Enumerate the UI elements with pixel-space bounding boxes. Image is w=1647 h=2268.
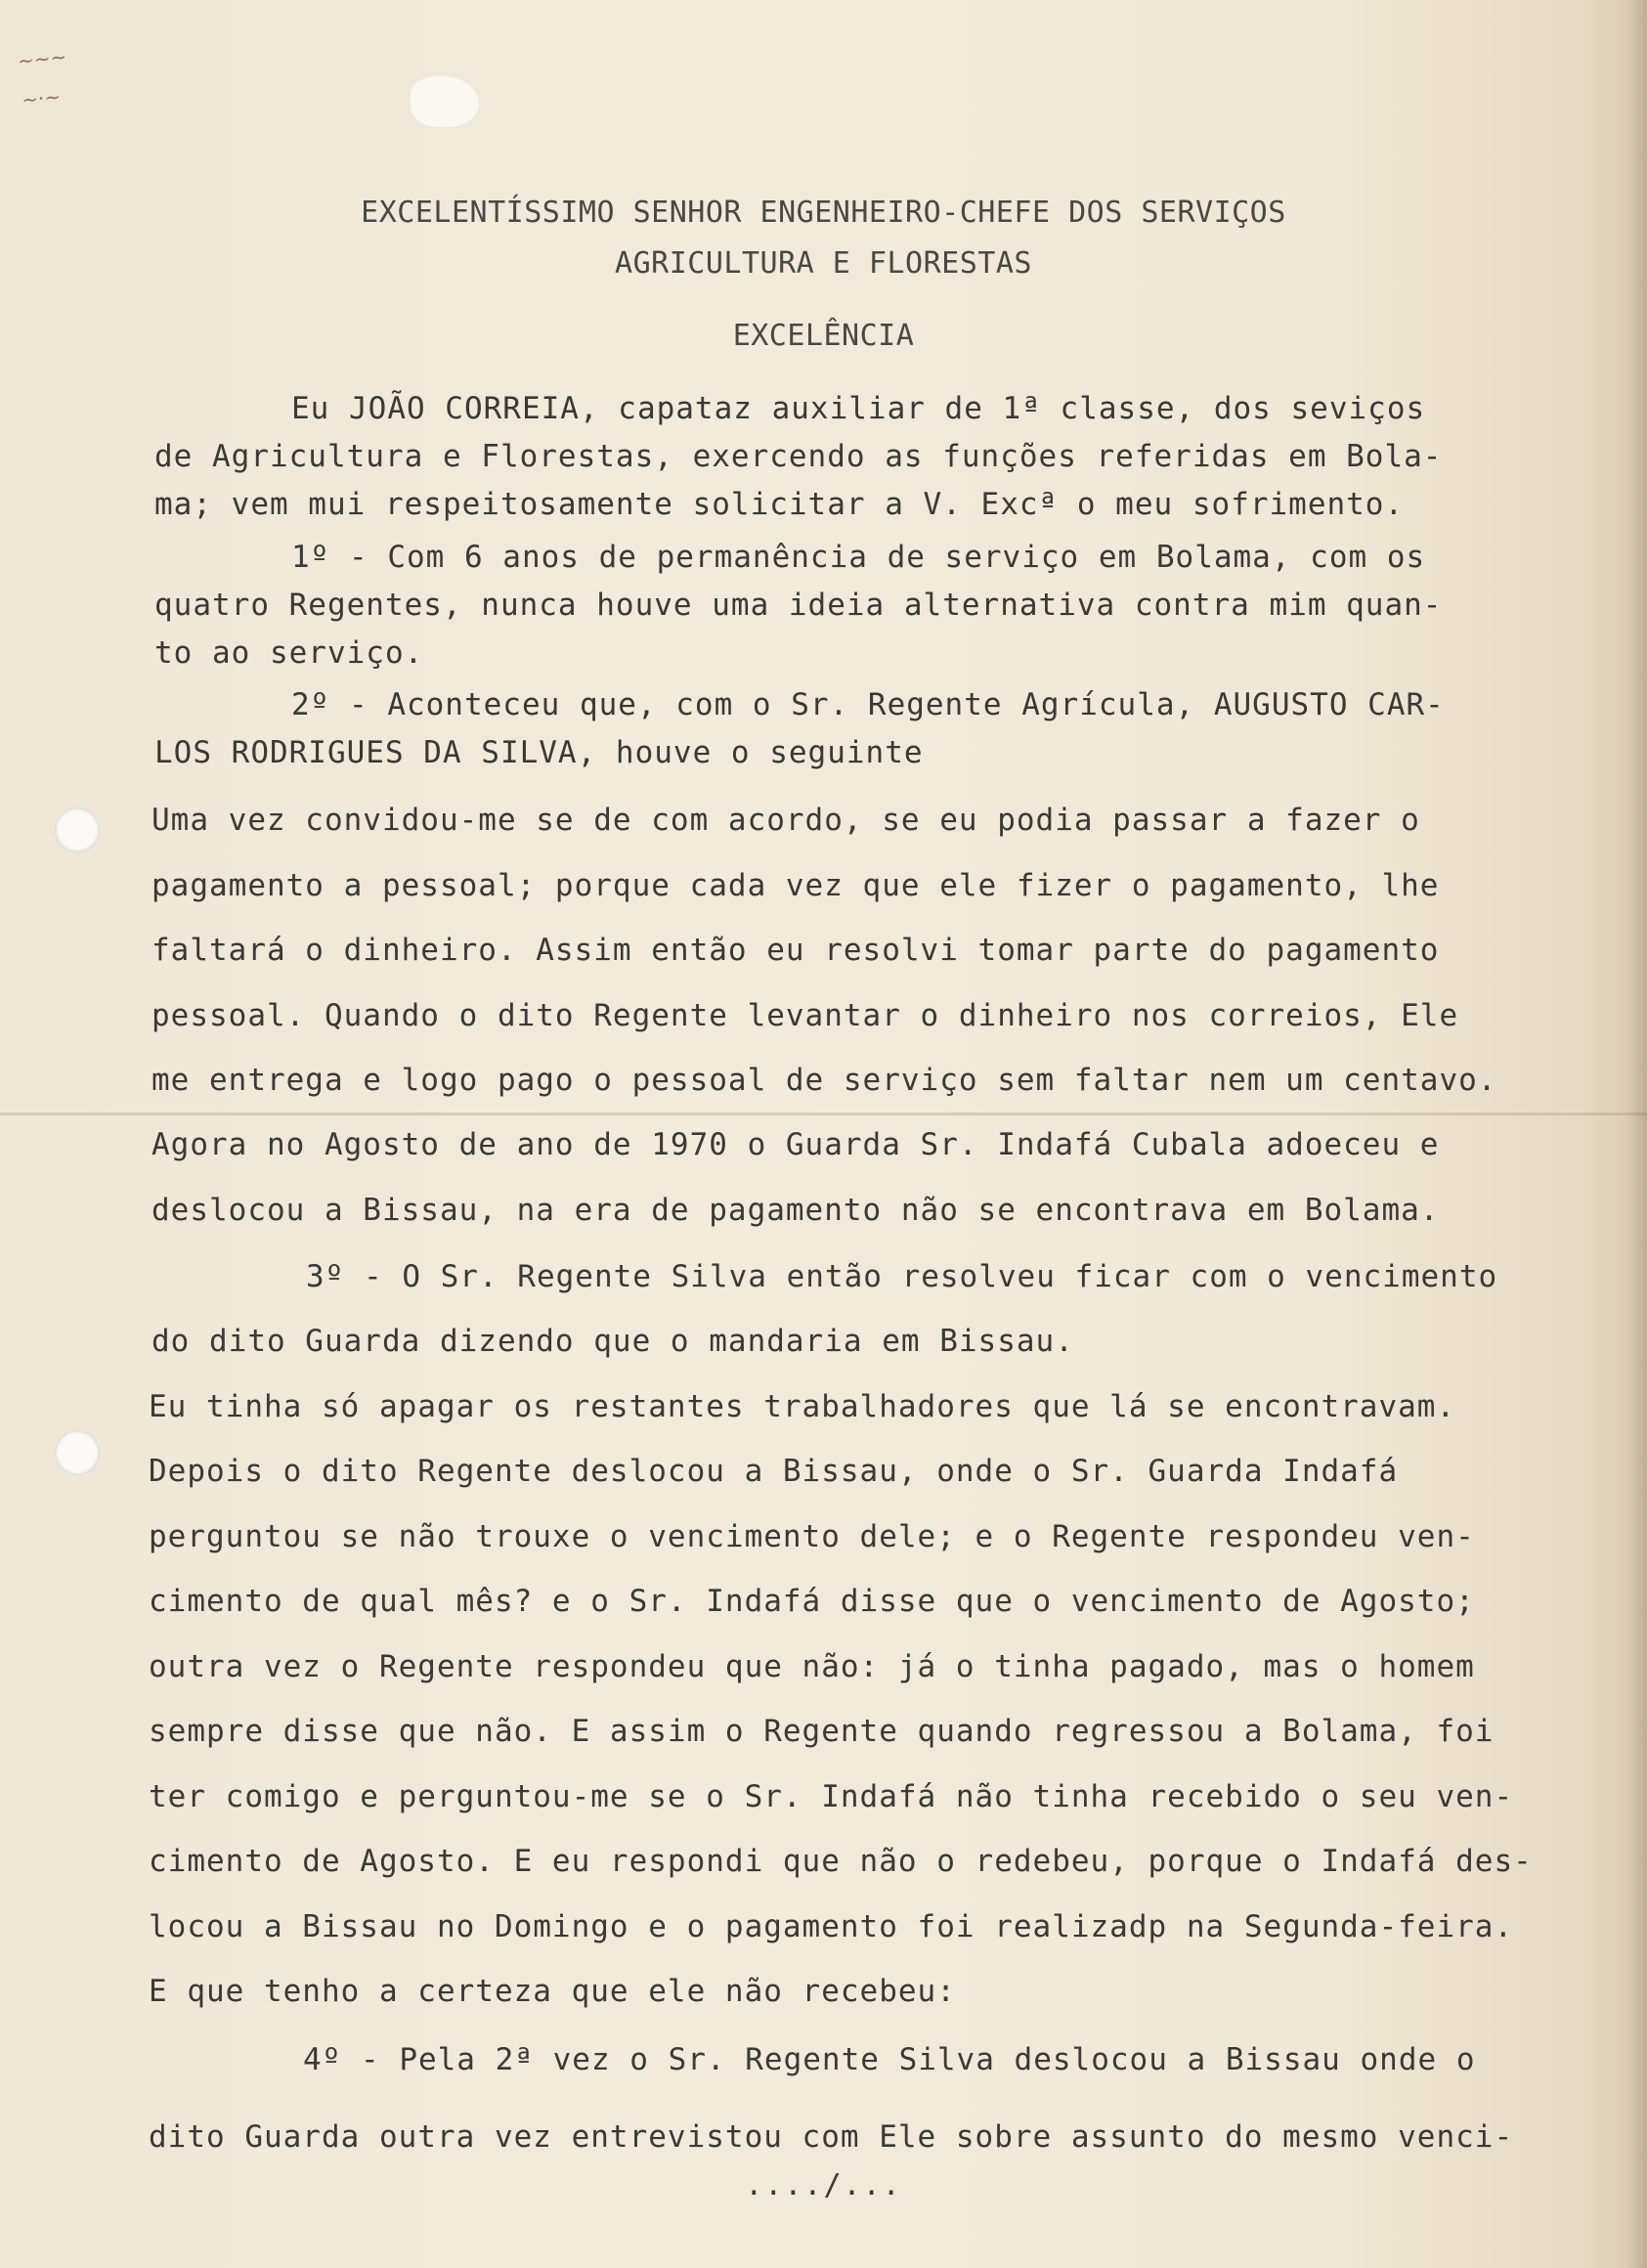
- text-line: cimento de Agosto. E eu respondi que não o redebeu, porque o Indafá des-: [149, 1844, 1533, 1879]
- punch-hole-bottom: [55, 1430, 100, 1475]
- text-line: outra vez o Regente respondeu que não: já o tinha pagado, mas o homem: [149, 1649, 1475, 1684]
- text-line: to ao serviço.: [154, 635, 424, 671]
- text-line: deslocou a Bissau, na era de pagamento não se encontrava em Bolama.: [152, 1193, 1440, 1228]
- handwritten-marks: ~~~ ~·~: [16, 44, 68, 112]
- text-line: Depois o dito Regente deslocou a Bissau, onde o Sr. Guarda Indafá: [149, 1454, 1399, 1489]
- text-line: Agora no Agosto de ano de 1970 o Guarda Sr. Indafá Cubala adoeceu e: [152, 1127, 1440, 1162]
- text-line: me entrega e logo pago o pessoal de serviço sem faltar nem um centavo.: [152, 1063, 1497, 1098]
- text-line: E que tenho a certeza que ele não recebeu:: [149, 1974, 956, 2009]
- paper-fold: [0, 1112, 1647, 1115]
- punch-hole-top: [55, 807, 100, 852]
- text-line: 1º - Com 6 anos de permanência de serviço em Bolama, com os: [291, 540, 1426, 575]
- text-line: locou a Bissau no Domingo e o pagamento foi realizadp na Segunda-feira.: [149, 1909, 1514, 1944]
- paper-tear: [411, 76, 479, 127]
- text-line: 2º - Aconteceu que, com o Sr. Regente Agrícula, AUGUSTO CAR-: [291, 687, 1445, 722]
- text-line: dito Guarda outra vez entrevistou com Ele sobre assunto do mesmo venci-: [149, 2119, 1514, 2155]
- text-line: Eu tinha só apagar os restantes trabalhadores que lá se encontravam.: [149, 1389, 1456, 1424]
- text-line: do dito Guarda dizendo que o mandaria em Bissau.: [152, 1324, 1074, 1359]
- text-line: ter comigo e perguntou-me se o Sr. Indafá não tinha recebido o seu ven-: [149, 1779, 1514, 1814]
- address-line-2: AGRICULTURA E FLORESTAS: [615, 246, 1032, 281]
- text-line: 3º - O Sr. Regente Silva então resolveu ficar com o vencimento: [306, 1259, 1498, 1294]
- text-line: quatro Regentes, nunca houve uma ideia alternativa contra mim quan-: [154, 588, 1443, 623]
- text-line: LOS RODRIGUES DA SILVA, houve o seguinte: [154, 735, 924, 770]
- text-line: Eu JOÃO CORREIA, capataz auxiliar de 1ª classe, dos seviços: [291, 391, 1426, 426]
- text-line: de Agricultura e Florestas, exercendo as funções referidas em Bola-: [154, 439, 1443, 474]
- text-line: sempre disse que não. E assim o Regente quando regressou a Bolama, foi: [149, 1714, 1495, 1749]
- text-line: cimento de qual mês? e o Sr. Indafá disse que o vencimento de Agosto;: [149, 1584, 1475, 1619]
- text-line: Uma vez convidou-me se de com acordo, se eu podia passar a fazer o: [152, 803, 1420, 838]
- continuation-mark: ..../...: [745, 2168, 902, 2203]
- text-line: perguntou se não trouxe o vencimento dele; e o Regente respondeu ven-: [149, 1519, 1475, 1554]
- salutation: EXCELÊNCIA: [732, 319, 915, 353]
- text-line: pagamento a pessoal; porque cada vez que ele fizer o pagamento, lhe: [152, 868, 1440, 903]
- address-line-1: EXCELENTÍSSIMO SENHOR ENGENHEIRO-CHEFE DOS SERVIÇOS: [361, 196, 1286, 230]
- text-line: faltará o dinheiro. Assim então eu resolvi tomar parte do pagamento: [152, 933, 1440, 968]
- text-line: ma; vem mui respeitosamente solicitar a V. Excª o meu sofrimento.: [154, 487, 1405, 522]
- text-line: 4º - Pela 2ª vez o Sr. Regente Silva deslocou a Bissau onde o: [303, 2042, 1476, 2077]
- text-line: pessoal. Quando o dito Regente levantar o dinheiro nos correios, Ele: [152, 998, 1459, 1033]
